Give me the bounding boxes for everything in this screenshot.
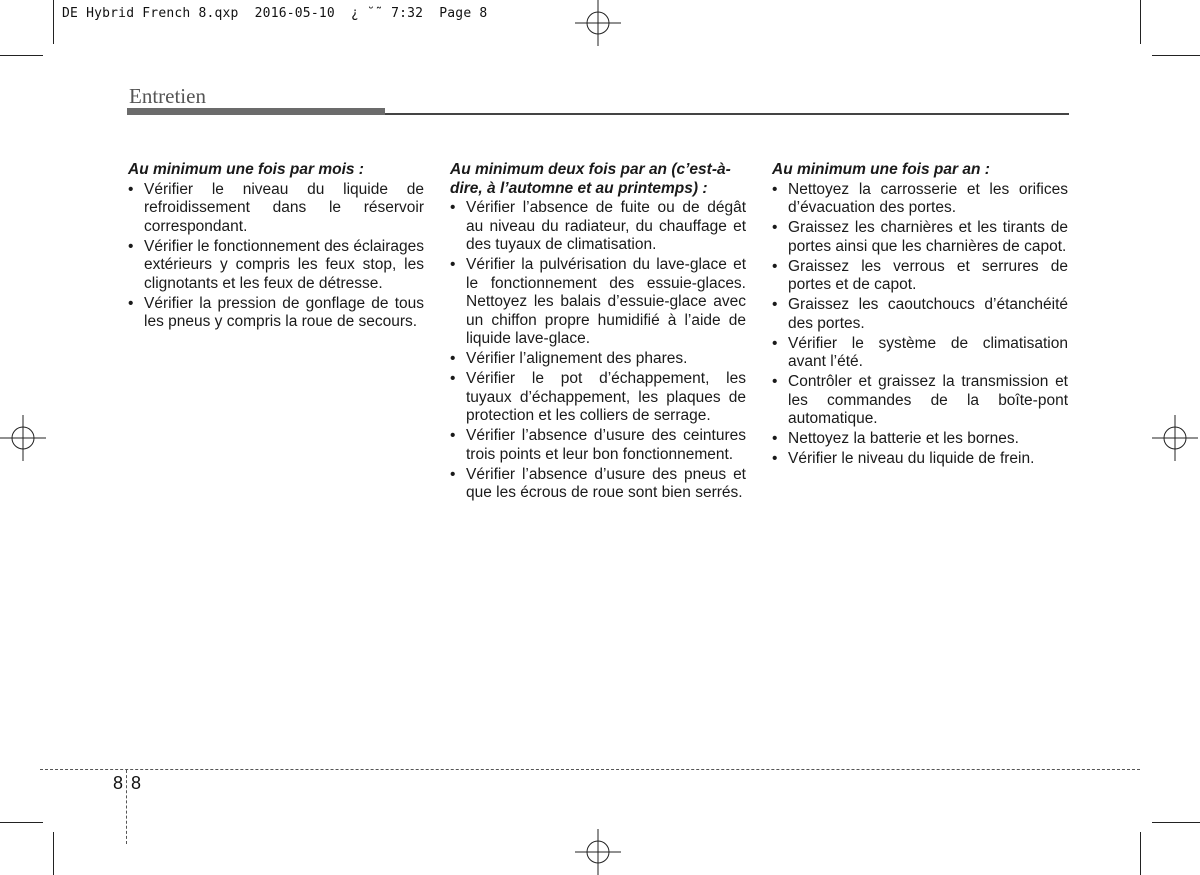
list-item: • Vérifier la pression de gonflage de tous les pneus y compris la roue de secours. bbox=[128, 295, 424, 332]
column-heading: Au minimum une fois par mois : bbox=[128, 161, 364, 178]
maintenance-column-monthly bbox=[128, 161, 424, 333]
maintenance-list bbox=[450, 199, 746, 503]
registration-crosshair-icon bbox=[1152, 415, 1198, 461]
footer-divider bbox=[40, 769, 1140, 770]
print-slug-header: DE Hybrid French 8.qxp 2016-05-10 ¿ ˘˜ 7:32 Page 8 bbox=[62, 6, 488, 21]
list-item: • Vérifier l’absence d’usure des pneus et que les écrous de roue sont bien serrés. bbox=[450, 466, 746, 503]
list-item: • Graissez les charnières et les tirants de portes ainsi que les charnières de capot. bbox=[772, 219, 1068, 256]
list-item: • Graissez les verrous et serrures de portes et de capot. bbox=[772, 258, 1068, 295]
crop-mark-bottom-right-vertical bbox=[1140, 832, 1141, 875]
registration-crosshair-icon bbox=[0, 415, 46, 461]
crop-mark-top-left-vertical bbox=[53, 0, 54, 44]
maintenance-column-annual bbox=[772, 161, 1068, 470]
crop-mark-top-right-vertical bbox=[1140, 0, 1141, 44]
chapter-number: 8 bbox=[113, 773, 124, 793]
list-item: • Vérifier l’alignement des phares. bbox=[450, 350, 746, 369]
maintenance-column-biannual bbox=[450, 161, 746, 504]
section-title: Entretien bbox=[129, 84, 206, 108]
list-item: • Vérifier le niveau du liquide de refroidissement dans le réservoir correspondant. bbox=[128, 181, 424, 237]
list-item: • Vérifier le pot d’échappement, les tuyaux d’échappement, les plaques de protection et les colliers de serrage. bbox=[450, 370, 746, 426]
list-item: • Vérifier le niveau du liquide de frein. bbox=[772, 450, 1068, 469]
crop-mark-top-left-horizontal bbox=[0, 55, 43, 56]
crop-mark-bottom-right-horizontal bbox=[1152, 822, 1200, 823]
crop-mark-bottom-left-vertical bbox=[53, 832, 54, 875]
crop-mark-top-right-horizontal bbox=[1152, 55, 1200, 56]
registration-crosshair-icon bbox=[575, 0, 621, 46]
list-item: • Nettoyez la carrosserie et les orifices d’évacuation des portes. bbox=[772, 181, 1068, 218]
list-item: • Graissez les caoutchoucs d’étanchéité des portes. bbox=[772, 296, 1068, 333]
list-item: • Vérifier la pulvérisation du lave-glace et le fonctionnement des essuie-glaces. Nettoyez les balais d’essuie-glace avec un chiffon propre humidifié à l’aide de liquide lave-glace. bbox=[450, 256, 746, 349]
list-item: • Vérifier l’absence de fuite ou de dégât au niveau du radiateur, du chauffage et des tuyaux de climatisation. bbox=[450, 199, 746, 255]
title-rule-accent bbox=[127, 108, 385, 115]
list-item: • Vérifier le système de climatisation avant l’été. bbox=[772, 335, 1068, 372]
column-heading: Au minimum deux fois par an (c’est-à-dire, à l’automne et au printemps) : bbox=[450, 161, 731, 197]
crop-mark-bottom-left-horizontal bbox=[0, 822, 43, 823]
maintenance-list bbox=[772, 181, 1068, 469]
list-item: • Vérifier l’absence d’usure des ceintures trois points et leur bon fonctionnement. bbox=[450, 427, 746, 464]
column-heading: Au minimum une fois par an : bbox=[772, 161, 990, 178]
page-number: 8 bbox=[131, 773, 142, 793]
registration-crosshair-icon bbox=[575, 829, 621, 875]
maintenance-list bbox=[128, 181, 424, 332]
list-item: • Vérifier le fonctionnement des éclairages extérieurs y compris les feux stop, les clignotants et les feux de détresse. bbox=[128, 238, 424, 294]
page-number-divider bbox=[126, 770, 127, 844]
list-item: • Contrôler et graissez la transmission et les commandes de la boîte-pont automatique. bbox=[772, 373, 1068, 429]
title-rule bbox=[385, 113, 1069, 115]
list-item: • Nettoyez la batterie et les bornes. bbox=[772, 430, 1068, 449]
